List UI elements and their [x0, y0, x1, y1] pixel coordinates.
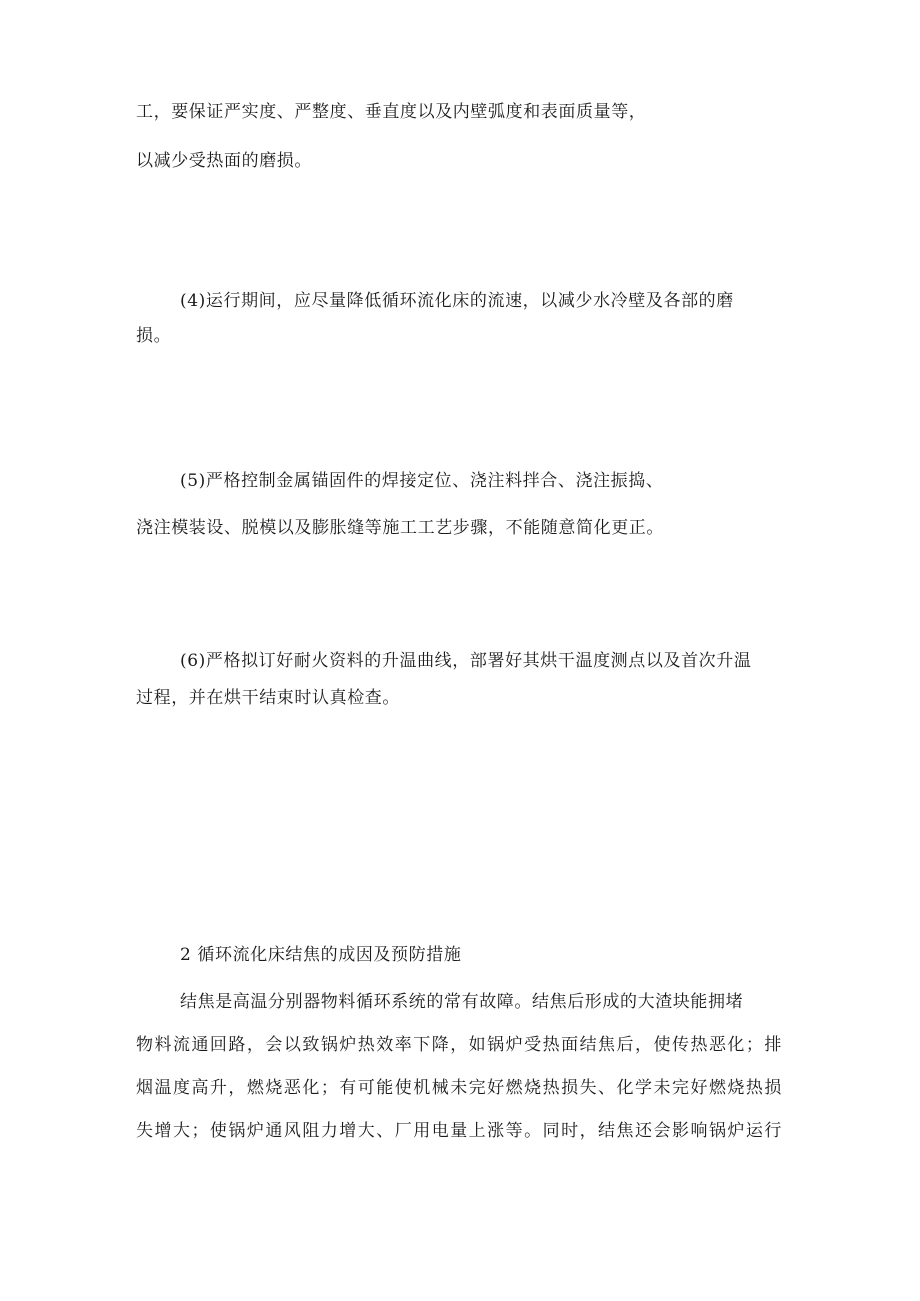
- list-item-6-line: 过程，并在烘干结束时认真检查。: [136, 688, 400, 708]
- list-item-6-line: (6)严格拟订好耐火资料的升温曲线，部署好其烘干温度测点以及首次升温: [180, 651, 752, 671]
- section-heading: 2 循环流化床结焦的成因及预防措施: [180, 945, 462, 965]
- paragraph-line: 结焦是高温分别器物料循环系统的常有故障。结焦后形成的大渣块能拥堵: [180, 992, 744, 1012]
- list-item-5-line: 浇注模装设、脱模以及膨胀缝等施工工艺步骤，不能随意简化更正。: [136, 518, 664, 538]
- paragraph-line: 失增大；使锅炉通风阻力增大、厂用电量上涨等。同时，结焦还会影响锅炉运行: [136, 1121, 782, 1141]
- list-item-4-line: (4)运行期间，应尽量降低循环流化床的流速，以减少水冷壁及各部的磨: [180, 291, 734, 311]
- list-item-4-line: 损。: [136, 326, 172, 346]
- paragraph-line: 物料流通回路，会以致锅炉热效率下降，如锅炉受热面结焦后，使传热恶化；排: [136, 1035, 782, 1055]
- paragraph-line: 烟温度高升，燃烧恶化；有可能使机械未完好燃烧热损失、化学未完好燃烧热损: [136, 1078, 782, 1098]
- paragraph-line: 以减少受热面的磨损。: [136, 151, 312, 171]
- paragraph-line: 工，要保证严实度、严整度、垂直度以及内壁弧度和表面质量等，: [136, 102, 647, 122]
- list-item-5-line: (5)严格控制金属锚固件的焊接定位、浇注料拌合、浇注振捣、: [180, 471, 664, 491]
